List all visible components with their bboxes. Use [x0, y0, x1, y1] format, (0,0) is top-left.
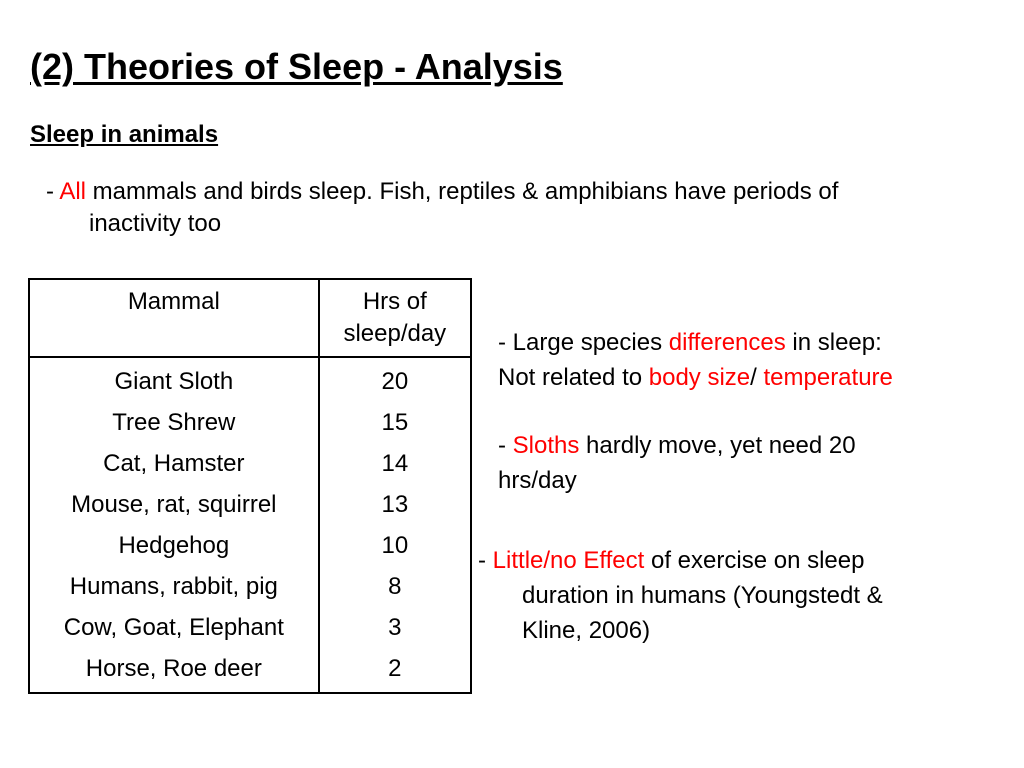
- p3-text-e: Kline, 2006): [522, 617, 651, 644]
- slide-title: (2) Theories of Sleep - Analysis: [30, 46, 563, 87]
- point-sloths: [498, 428, 968, 498]
- table-cell-hours: 20: [381, 368, 409, 395]
- p1-text-f: /: [750, 364, 764, 391]
- header-hours-line1: Hrs of: [362, 288, 427, 315]
- highlight-all: All: [59, 178, 87, 205]
- table-body: [29, 357, 471, 693]
- table-cell-mammal: Mouse, rat, squirrel: [71, 491, 277, 518]
- p2-text-d: hrs/day: [498, 467, 577, 494]
- table-cell-hours: 15: [381, 409, 409, 436]
- header-mammal: Mammal: [29, 279, 319, 357]
- table-cell-mammal: Giant Sloth: [114, 368, 234, 395]
- header-hours: [319, 279, 471, 357]
- table-cell-hours: 3: [388, 614, 402, 641]
- highlight-little-no-effect: Little/no Effect: [492, 547, 645, 574]
- p2-dash: -: [498, 432, 513, 459]
- table-cell-mammal: Hedgehog: [118, 532, 230, 559]
- p1-text-c: in sleep:: [785, 329, 882, 356]
- table-cell-mammal: Cow, Goat, Elephant: [63, 614, 284, 641]
- table-cell-hours: 10: [381, 532, 409, 559]
- p3-dash: -: [478, 547, 493, 574]
- table-cell-mammal: Humans, rabbit, pig: [69, 573, 278, 600]
- bullet-all-mammals: [46, 176, 996, 240]
- highlight-sloths: Sloths: [512, 432, 580, 459]
- header-hours-line2: sleep/day: [343, 320, 447, 347]
- table-cell-mammal: Horse, Roe deer: [85, 655, 262, 682]
- mammal-column: [29, 357, 319, 693]
- p1-text-a: - Large species: [498, 329, 669, 356]
- point-species-differences: [498, 325, 998, 395]
- table-cell-hours: 14: [381, 450, 409, 477]
- sleep-hours-table: [28, 278, 472, 694]
- hours-column: [319, 357, 471, 693]
- bullet1-text: mammals and birds sleep. Fish, reptiles & amphibians have periods of: [86, 178, 839, 205]
- table-cell-hours: 2: [388, 655, 402, 682]
- bullet-dash: -: [46, 178, 60, 205]
- p3-text-c: of exercise on sleep: [644, 547, 865, 574]
- highlight-temperature: temperature: [763, 364, 893, 391]
- table-header-row: [29, 279, 471, 357]
- highlight-differences: differences: [668, 329, 786, 356]
- p3-text-d: duration in humans (Youngstedt &: [522, 582, 883, 609]
- p1-text-d: Not related to: [498, 364, 649, 391]
- section-heading: Sleep in animals: [30, 121, 219, 148]
- table-cell-hours: 8: [388, 573, 402, 600]
- table-cell-hours: 13: [381, 491, 409, 518]
- bullet1-text-cont: inactivity too: [89, 210, 222, 237]
- highlight-body-size: body size: [648, 364, 751, 391]
- p2-text-c: hardly move, yet need 20: [579, 432, 856, 459]
- point-exercise-effect: [478, 543, 998, 648]
- table-cell-mammal: Tree Shrew: [112, 409, 236, 436]
- table-cell-mammal: Cat, Hamster: [103, 450, 245, 477]
